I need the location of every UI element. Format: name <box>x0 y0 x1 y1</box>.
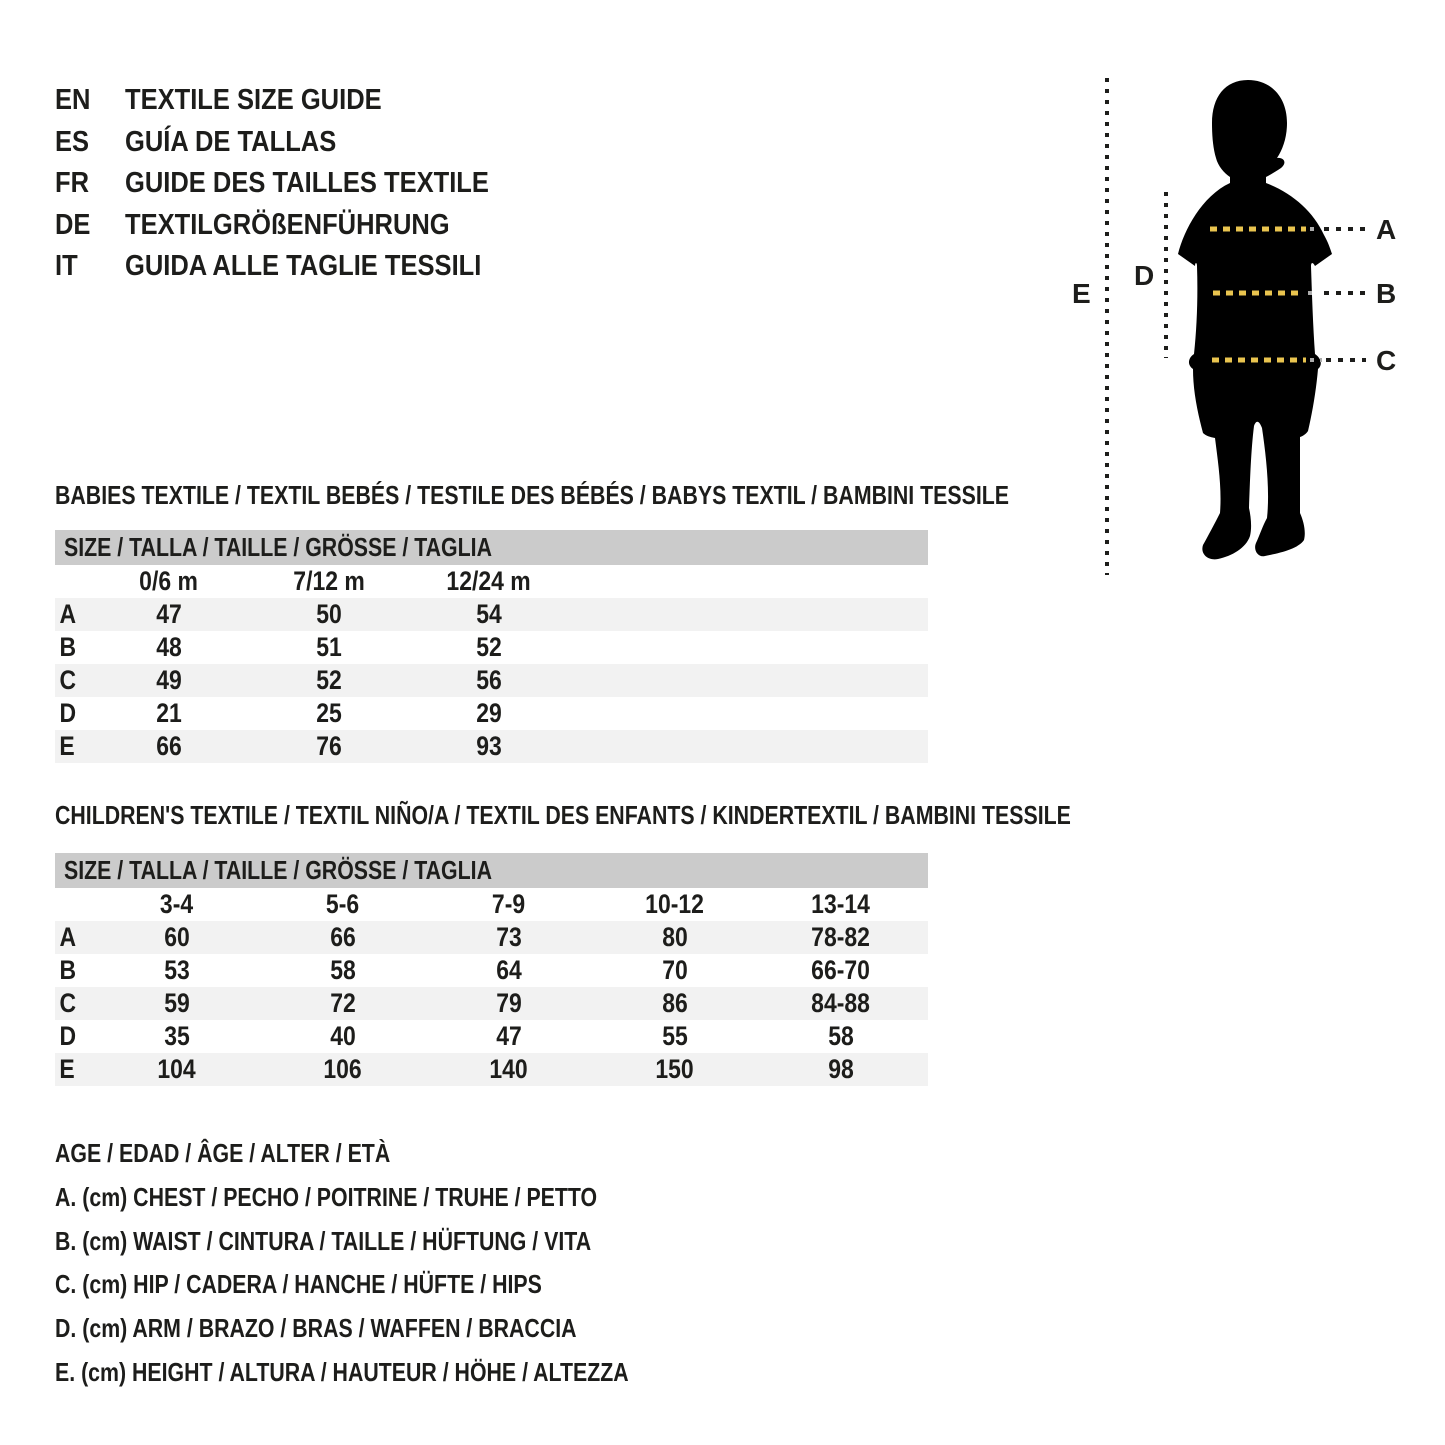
table-cell: 52 <box>476 632 502 662</box>
children-section-title: CHILDREN'S TEXTILE / TEXTIL NIÑO/A / TEXTIL DES ENFANTS / KINDERTEXTIL / BAMBINI TESSILE <box>55 800 1071 830</box>
legend-waist-line: B. (cm) WAIST / CINTURA / TAILLE / HÜFTUNG / VITA <box>55 1225 592 1256</box>
marker-label-c: C <box>1376 345 1397 376</box>
babies-size-header-bar: SIZE / TALLA / TAILLE / GRÖSSE / TAGLIA <box>55 530 928 565</box>
table-cell: 140 <box>489 1054 529 1084</box>
table-cell: 56 <box>476 665 502 695</box>
table-cell: 66 <box>330 922 356 952</box>
column-header: 13-14 <box>811 889 871 919</box>
row-label: E <box>59 731 75 761</box>
children-size-header-bar: SIZE / TALLA / TAILLE / GRÖSSE / TAGLIA <box>55 853 928 888</box>
table-row-a <box>55 598 928 631</box>
language-row-de <box>55 205 539 247</box>
table-cell: 150 <box>655 1054 695 1084</box>
table-row-e <box>55 1053 928 1086</box>
table-cell: 64 <box>496 955 522 985</box>
table-cell: 52 <box>316 665 342 695</box>
language-row-es <box>55 122 539 164</box>
table-cell: 58 <box>828 1021 854 1051</box>
row-label: E <box>59 1054 75 1084</box>
table-cell: 25 <box>316 698 342 728</box>
table-cell: 35 <box>164 1021 190 1051</box>
table-cell: 51 <box>316 632 342 662</box>
babies-section-title: BABIES TEXTILE / TEXTIL BEBÉS / TESTILE DES BÉBÉS / BABYS TEXTIL / BAMBINI TESSILE <box>55 480 1010 510</box>
babies-column-header-row <box>55 565 928 598</box>
row-label: B <box>59 955 77 985</box>
row-label: C <box>59 988 77 1018</box>
language-row-it <box>55 246 539 288</box>
row-label: A <box>59 922 77 952</box>
marker-label-a: A <box>1376 214 1397 245</box>
legend-height-line: E. (cm) HEIGHT / ALTURA / HAUTEUR / HÖHE / ALTEZZA <box>55 1356 629 1387</box>
babies-size-table <box>55 530 928 763</box>
marker-label-b: B <box>1376 278 1397 309</box>
row-label: B <box>59 632 77 662</box>
table-row-c <box>55 987 928 1020</box>
measurement-figure <box>1060 70 1420 590</box>
marker-label-e: E <box>1072 278 1091 309</box>
table-cell: 50 <box>316 599 342 629</box>
table-cell: 60 <box>164 922 190 952</box>
table-cell: 47 <box>496 1021 522 1051</box>
table-cell: 54 <box>476 599 502 629</box>
child-silhouette-figure <box>1060 70 1420 590</box>
table-cell: 66-70 <box>811 955 871 985</box>
guide-title-fr: GUIDE DES TAILLES TEXTILE <box>125 167 489 199</box>
row-label: D <box>59 1021 77 1051</box>
legend-hip-line: C. (cm) HIP / CADERA / HANCHE / HÜFTE / HIPS <box>55 1269 542 1300</box>
table-cell: 21 <box>156 698 182 728</box>
table-cell: 84-88 <box>811 988 871 1018</box>
children-size-table <box>55 853 928 1086</box>
guide-title-es: GUÍA DE TALLAS <box>125 125 337 158</box>
table-row-a <box>55 921 928 954</box>
table-cell: 47 <box>156 599 182 629</box>
row-label: C <box>59 665 77 695</box>
column-header: 7/12 m <box>293 566 365 596</box>
column-header: 0/6 m <box>139 566 199 596</box>
table-cell: 53 <box>164 955 190 985</box>
legend-chest-line: A. (cm) CHEST / PECHO / POITRINE / TRUHE / PETTO <box>55 1181 598 1212</box>
table-cell: 49 <box>156 665 182 695</box>
table-cell: 66 <box>156 731 182 761</box>
row-label: A <box>59 599 77 629</box>
table-cell: 55 <box>662 1021 688 1051</box>
language-title-list <box>55 80 539 288</box>
language-code: IT <box>55 250 78 282</box>
table-cell: 79 <box>496 988 522 1018</box>
language-code: FR <box>55 167 90 199</box>
table-row-c <box>55 664 928 697</box>
table-cell: 93 <box>476 731 502 761</box>
measurement-legend <box>55 1132 755 1395</box>
language-code: ES <box>55 125 90 158</box>
table-row-d <box>55 697 928 730</box>
table-cell: 58 <box>330 955 356 985</box>
table-cell: 59 <box>164 988 190 1018</box>
table-cell: 29 <box>476 698 502 728</box>
column-header: 12/24 m <box>446 566 532 596</box>
table-row-b <box>55 631 928 664</box>
language-code: DE <box>55 208 91 241</box>
marker-label-d: D <box>1134 260 1155 291</box>
guide-title-it: GUIDA ALLE TAGLIE TESSILI <box>125 250 482 282</box>
table-cell: 76 <box>316 731 342 761</box>
table-row-d <box>55 1020 928 1053</box>
guide-title-de: TEXTILGRÖßENFÜHRUNG <box>125 208 450 241</box>
table-cell: 72 <box>330 988 356 1018</box>
column-header: 5-6 <box>326 889 360 919</box>
table-cell: 106 <box>323 1054 363 1084</box>
table-cell: 86 <box>662 988 688 1018</box>
table-cell: 73 <box>496 922 522 952</box>
column-header: 3-4 <box>160 889 194 919</box>
column-header: 10-12 <box>645 889 705 919</box>
language-row-fr <box>55 163 539 205</box>
table-row-b <box>55 954 928 987</box>
table-cell: 78-82 <box>811 922 871 952</box>
column-header: 7-9 <box>492 889 526 919</box>
legend-age-line: AGE / EDAD / ÂGE / ALTER / ETÀ <box>55 1138 391 1168</box>
table-cell: 104 <box>157 1054 197 1084</box>
children-column-header-row <box>55 888 928 921</box>
row-label: D <box>59 698 77 728</box>
table-row-e <box>55 730 928 763</box>
guide-title-en: TEXTILE SIZE GUIDE <box>125 84 382 116</box>
table-cell: 48 <box>156 632 182 662</box>
table-cell: 80 <box>662 922 688 952</box>
table-cell: 98 <box>828 1054 854 1084</box>
language-code: EN <box>55 84 91 116</box>
table-cell: 70 <box>662 955 688 985</box>
legend-arm-line: D. (cm) ARM / BRAZO / BRAS / WAFFEN / BRACCIA <box>55 1313 577 1344</box>
language-row-en <box>55 80 539 122</box>
table-cell: 40 <box>330 1021 356 1051</box>
